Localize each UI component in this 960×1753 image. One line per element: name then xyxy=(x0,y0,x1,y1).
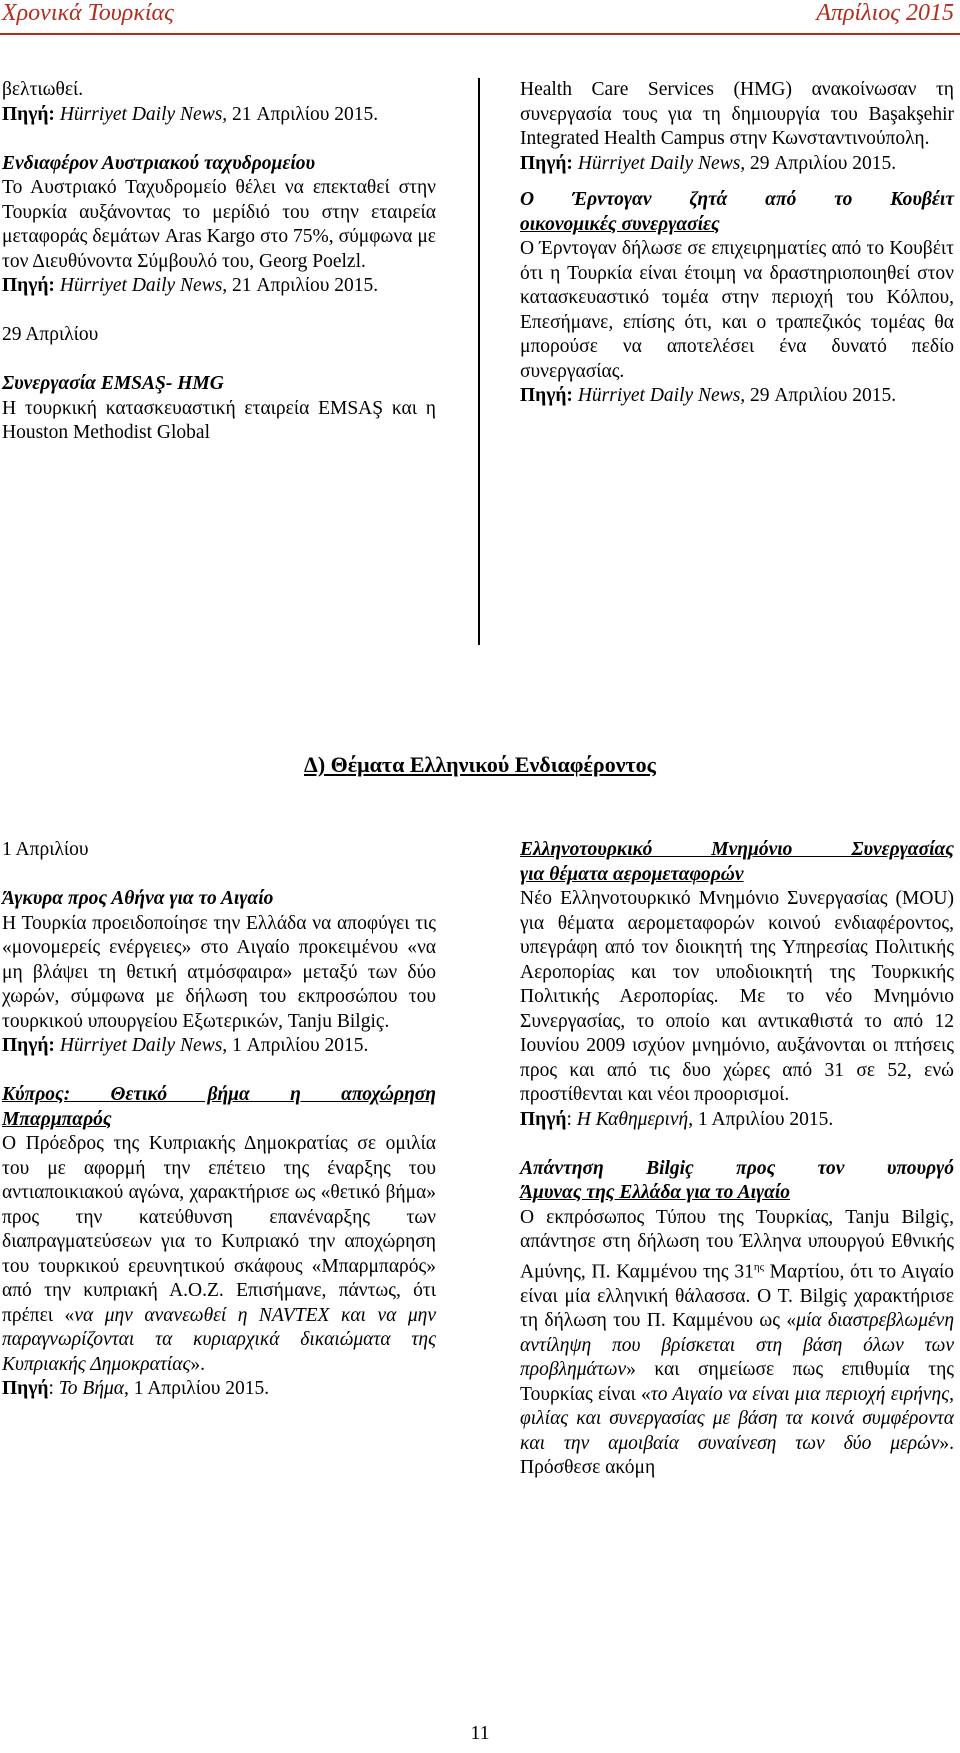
source-line xyxy=(520,152,954,177)
article-body-bilgic xyxy=(520,1206,954,1481)
section-heading: Δ) Θέματα Ελληνικού Ενδιαφέροντος xyxy=(304,752,656,777)
body-text: Ο εκπρόσωπος Τύπου της Τουρκίας, Tanju Bilgiç, απάντησε στη δήλωση του Έλληνα υπουργού Εθνικής Αμύνης, Π. Καμμένου της 31 xyxy=(520,1206,954,1282)
header-divider xyxy=(0,33,960,35)
source-name: Η Καθημερινή xyxy=(576,1108,689,1130)
article-title-cyprus: Κύπρος: Θετικό βήμα η αποχώρηση xyxy=(2,1084,436,1105)
source-label: Πηγή xyxy=(520,1108,567,1130)
source-line xyxy=(2,1034,436,1059)
source-name: Hürriyet Daily News, xyxy=(59,103,228,125)
article-body-erdogan-kuwait: Ο Έρντογαν δήλωσε σε επιχειρηματίες από το Κουβέιτ ότι η Τουρκία είναι έτοιμη να δραστηριοποιηθεί στον κατασκευαστικό τομέα στην περιοχή του Κόλπου, Επεσήμανε, επίσης ότι, και ο τραπεζικός τομέας θα μπορούσε να αποτελέσει ένα δυνατό πεδίο συνεργασίας. xyxy=(520,238,954,382)
quoted-text: το Αιγαίο να είναι μια περιοχή ειρήνης, φιλίας και συνεργασίας με βάση τα κοινά συμφέροντα και την αμοιβαία συναίνεση των δύο μερών xyxy=(520,1383,954,1454)
body-text: » και σημείωσε πως επιθυμία της Τουρκίας είναι « xyxy=(520,1359,954,1405)
source-line xyxy=(520,1108,954,1133)
ordinal-suffix: ης xyxy=(753,1260,764,1273)
article-title-austrian-post: Ενδιαφέρον Αυστριακού ταχυδρομείου xyxy=(2,152,316,174)
source-name: Hürriyet Daily News, xyxy=(59,275,228,296)
date-heading: 1 Απριλίου xyxy=(2,839,89,860)
source-date: , 1 Απριλίου 2015. xyxy=(688,1108,834,1130)
column-top-left xyxy=(2,78,436,446)
intro-text: βελτιωθεί. xyxy=(2,79,84,100)
body-text: ». xyxy=(190,1353,205,1375)
article-title-emsas-hmg: Συνεργασία EMSAŞ- HMG xyxy=(2,373,224,394)
column-divider xyxy=(478,78,480,645)
source-label: Πηγή: xyxy=(2,103,55,125)
source-date: 29 Απριλίου 2015. xyxy=(745,385,897,406)
source-name: Hürriyet Daily News, xyxy=(577,385,746,406)
article-body-cyprus xyxy=(2,1132,436,1377)
source-date: 21 Απριλίου 2015. xyxy=(227,103,379,125)
source-label: Πηγή: xyxy=(2,275,55,296)
source-label: Πηγή: xyxy=(520,385,573,406)
source-line xyxy=(2,103,436,128)
page-number: 11 xyxy=(470,1722,490,1744)
source-date: 21 Απριλίου 2015. xyxy=(227,275,379,296)
source-label: Πηγή xyxy=(2,1378,49,1399)
article-title-mou-line2: για θέματα αερομεταφορών xyxy=(520,863,744,885)
source-label: Πηγή: xyxy=(520,152,573,174)
source-line xyxy=(2,274,436,299)
date-heading: 29 Απριλίου xyxy=(2,324,99,345)
header-publication-title: Χρονικά Τουρκίας xyxy=(2,0,174,26)
source-name: Το Βήμα xyxy=(58,1378,125,1399)
column-bottom-right xyxy=(520,838,954,1481)
article-title-erdogan-kuwait-line2: οικονομικές συνεργασίες xyxy=(520,213,720,235)
source-date: 29 Απριλίου 2015. xyxy=(745,152,897,174)
article-title-mou: Ελληνοτουρκικό Μνημόνιο Συνεργασίας xyxy=(520,839,954,860)
source-name: Hürriyet Daily News, xyxy=(54,1035,228,1056)
article-title-bilgic: Απάντηση Bilgiç προς τον υπουργό xyxy=(520,1157,954,1179)
source-label: Πηγή: xyxy=(2,1035,55,1056)
article-body-austrian-post: Το Αυστριακό Ταχυδρομείο θέλει να επεκταθεί στην Τουρκία αυξάνοντας το μερίδιό του στην εταιρεία μεταφοράς δεμάτων Aras Kargo στο 75%, σύμφωνα με τον Διευθύνοντα Σύμβουλό του, Georg Poelzl. xyxy=(2,177,436,272)
article-body-mou: Νέο Ελληνοτουρκικό Μνημόνιο Συνεργασίας (MOU) για θέματα αερομεταφορών κοινού ενδιαφέροντος, υπεγράφη από τον διοικητή της Υπηρεσίας Πολιτικής Αεροπορίας και τον υποδιοικητή της Τουρκικής Πολιτικής Αεροπορίας. Με το νέο Μνημόνιο Συνεργασίας, το οποίο και αντικαθιστά το από 12 Ιουνίου 2009 ισχύον μνημόνιο, αυξάνονται οι πτήσεις προς και από τις δυο χώρες από 31 σε 52, ενώ προστίθενται και νέοι προορισμοί. xyxy=(520,888,954,1105)
article-body-ankara-athens: Η Τουρκία προειδοποίησε την Ελλάδα να αποφύγει τις «μονομερείς ενέργειες» στο Αιγαίο προκειμένου «να μη βλάψει τη θετική ατμόσφαιρα» μεταξύ των δύο χωρών, σύμφωνα με δήλωση του εκπροσώπου του τουρκικού υπουργείου Εξωτερικών, Tanju Bilgiç. xyxy=(2,912,436,1032)
body-text: Μαρτίου, ότι το Αιγαίο είναι μία ελληνική θάλασσα. Ο Τ. Bilgiç χαρακτήρισε τη δήλωση του Π. Καμμένου ως « xyxy=(520,1261,954,1331)
quoted-text: να μην ανανεωθεί η NAVTEX και να μην παραγνωρίζονται τα κυριαρχικά δικαιώματα της Κυπριακής Δημοκρατίας xyxy=(2,1304,436,1375)
article-title-cyprus-line2: Μπαρμπαρός xyxy=(2,1108,112,1130)
source-colon: : xyxy=(566,1108,577,1130)
source-colon: : xyxy=(48,1378,59,1399)
source-date: 1 Απριλίου 2015. xyxy=(227,1035,369,1056)
article-title-erdogan-kuwait: Ο Έρντογαν ζητά από το Κουβέιτ xyxy=(520,189,954,210)
quoted-text: μία διαστρεβλωμένη αντίληψη που βρίσκεται στη βάση όλων των προβλημάτων xyxy=(520,1310,954,1380)
source-name: Hürriyet Daily News, xyxy=(577,152,746,174)
source-line xyxy=(2,1377,436,1402)
column-bottom-left xyxy=(2,838,436,1402)
source-date: , 1 Απριλίου 2015. xyxy=(124,1378,270,1399)
body-text: ». Πρόσθεσε ακόμη xyxy=(520,1432,954,1478)
article-title-bilgic-line2: Άμυνας της Ελλάδα για το Αιγαίο xyxy=(520,1182,791,1203)
source-line xyxy=(520,384,954,409)
article-body-emsas-hmg: Η τουρκική κατασκευαστική εταιρεία EMSAŞ και η Houston Methodist Global xyxy=(2,397,436,443)
running-header xyxy=(0,0,960,30)
header-issue-date: Απρίλιος 2015 xyxy=(816,0,954,26)
body-text: Ο Πρόεδρος της Κυπριακής Δημοκρατίας σε ομιλία του με αφορμή την επέτειο της έναρξης του αντιαποικιακού αγώνα, χαρακτήρισε ως «θετικό βήμα» προς την κατεύθυνση επανέναρξης των διαπραγματεύσεων για το Κυπριακό την αποχώρηση του τουρκικού ερευνητικού σκάφους «Μπαρμπαρός» από την κυπριακή Α.Ο.Ζ. Επισήμανε, πάντως, ότι πρέπει « xyxy=(2,1133,436,1326)
column-top-right xyxy=(520,78,954,409)
article-title-ankara-athens: Άγκυρα προς Αθήνα για το Αιγαίο xyxy=(2,888,274,909)
article-body-emsas-hmg-continued: Health Care Services (HMG) ανακοίνωσαν τη συνεργασία τους για τη δημιουργία του Başakşehir Integrated Health Campus στην Κωνσταντινούπολη. xyxy=(520,79,954,149)
